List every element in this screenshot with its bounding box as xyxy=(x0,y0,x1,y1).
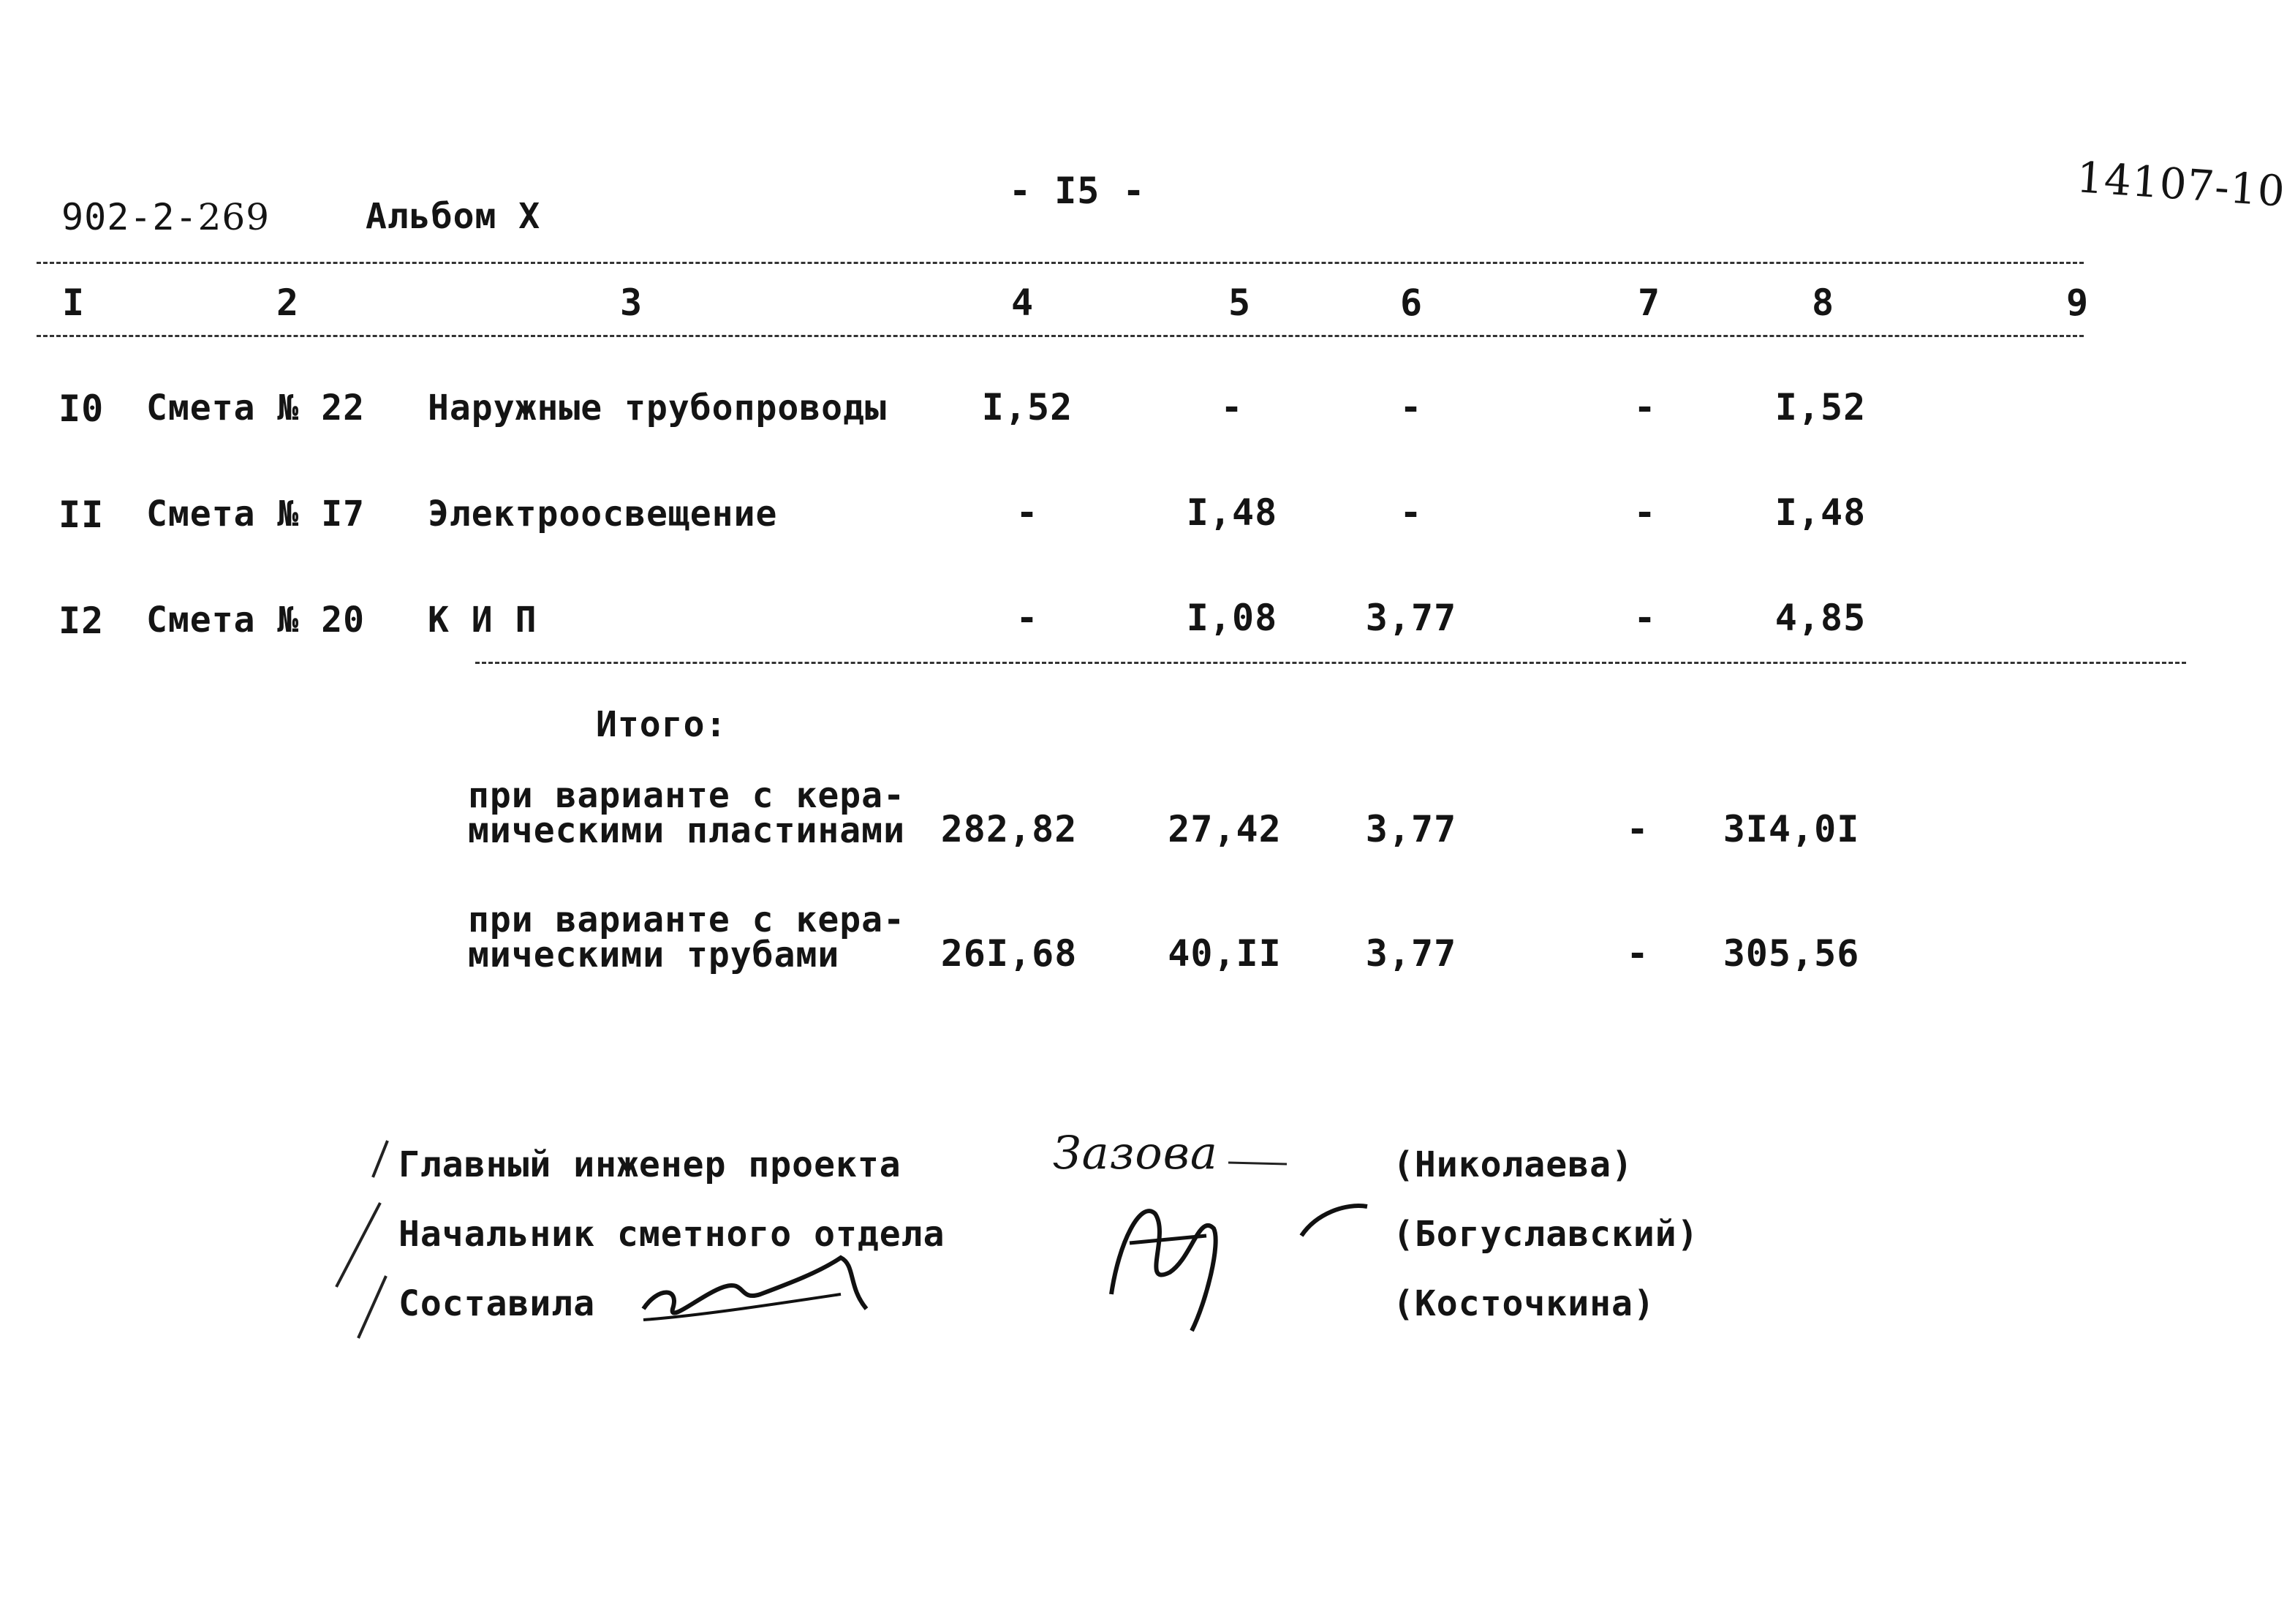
row-name: К И П xyxy=(428,600,537,641)
row-col7: - xyxy=(1633,491,1657,534)
archive-number: 14107-10 xyxy=(2074,152,2287,216)
row-col8: I,52 xyxy=(1774,386,1867,428)
variant-label-line1: при варианте с кера- xyxy=(468,899,905,940)
colnum-4: 4 xyxy=(1011,282,1035,324)
totals-label: Итого: xyxy=(596,704,727,745)
project-code-handwritten: 269 xyxy=(197,196,271,238)
row-col8: 3I4,0I xyxy=(1723,808,1860,850)
row-col6: 3,77 xyxy=(1365,932,1457,975)
row-col6: - xyxy=(1399,491,1423,534)
page-number: - I5 - xyxy=(1009,170,1146,212)
row-col6: 3,77 xyxy=(1365,597,1457,639)
row-col7: - xyxy=(1626,932,1649,975)
row-col6: 3,77 xyxy=(1365,808,1457,850)
colnum-5: 5 xyxy=(1228,282,1252,324)
row-col4: - xyxy=(1016,491,1039,534)
row-col7: - xyxy=(1633,386,1657,428)
chief-engineer-title: Главный инженер проекта xyxy=(398,1144,901,1185)
variant-label-line2: мическими трубами xyxy=(468,934,840,975)
head-of-department-title: Начальник сметного отдела xyxy=(398,1214,945,1255)
colnum-8: 8 xyxy=(1812,282,1835,324)
row-number: II xyxy=(58,494,105,536)
compiler-name: (Косточкина) xyxy=(1393,1283,1655,1324)
row-document: Смета № 22 xyxy=(146,388,365,428)
row-number: I2 xyxy=(58,600,105,642)
row-col5: I,48 xyxy=(1186,491,1278,534)
row-col8: I,48 xyxy=(1774,491,1867,534)
row-col8: 305,56 xyxy=(1723,932,1860,975)
colnum-1: I xyxy=(62,282,86,324)
colnum-3: 3 xyxy=(620,282,643,324)
row-col6: - xyxy=(1399,386,1423,428)
row-number: I0 xyxy=(58,388,105,430)
row-col4: I,52 xyxy=(981,386,1073,428)
colnum-9: 9 xyxy=(2066,282,2090,324)
row-name: Наружные трубопроводы xyxy=(428,388,887,428)
row-col7: - xyxy=(1626,808,1649,850)
compiler-title: Составила xyxy=(398,1283,596,1324)
chief-engineer-name: (Николаева) xyxy=(1393,1144,1633,1185)
row-document: Смета № I7 xyxy=(146,494,365,535)
head-of-department-name: (Богуславский) xyxy=(1393,1214,1699,1255)
row-col5: 27,42 xyxy=(1168,808,1282,850)
chief-engineer-handwritten: Зазова xyxy=(1053,1126,1218,1179)
colnum-7: 7 xyxy=(1638,282,1661,324)
row-name: Электроосвещение xyxy=(428,494,778,535)
row-document: Смета № 20 xyxy=(146,600,365,641)
variant-label-line1: при варианте с кера- xyxy=(468,775,905,816)
project-code: 902-2-269 xyxy=(61,196,271,238)
row-col4: - xyxy=(1016,597,1039,639)
row-col7: - xyxy=(1633,597,1657,639)
row-col5: 40,II xyxy=(1168,932,1282,975)
colnum-6: 6 xyxy=(1400,282,1424,324)
row-col4: 26I,68 xyxy=(940,932,1078,975)
row-col4: 282,82 xyxy=(940,808,1078,850)
colnum-2: 2 xyxy=(276,282,300,324)
variant-label-line2: мическими пластинами xyxy=(468,810,905,851)
album-label: Альбом Х xyxy=(366,196,541,237)
row-col5: - xyxy=(1220,386,1244,428)
row-col5: I,08 xyxy=(1186,597,1278,639)
row-col8: 4,85 xyxy=(1774,597,1867,639)
